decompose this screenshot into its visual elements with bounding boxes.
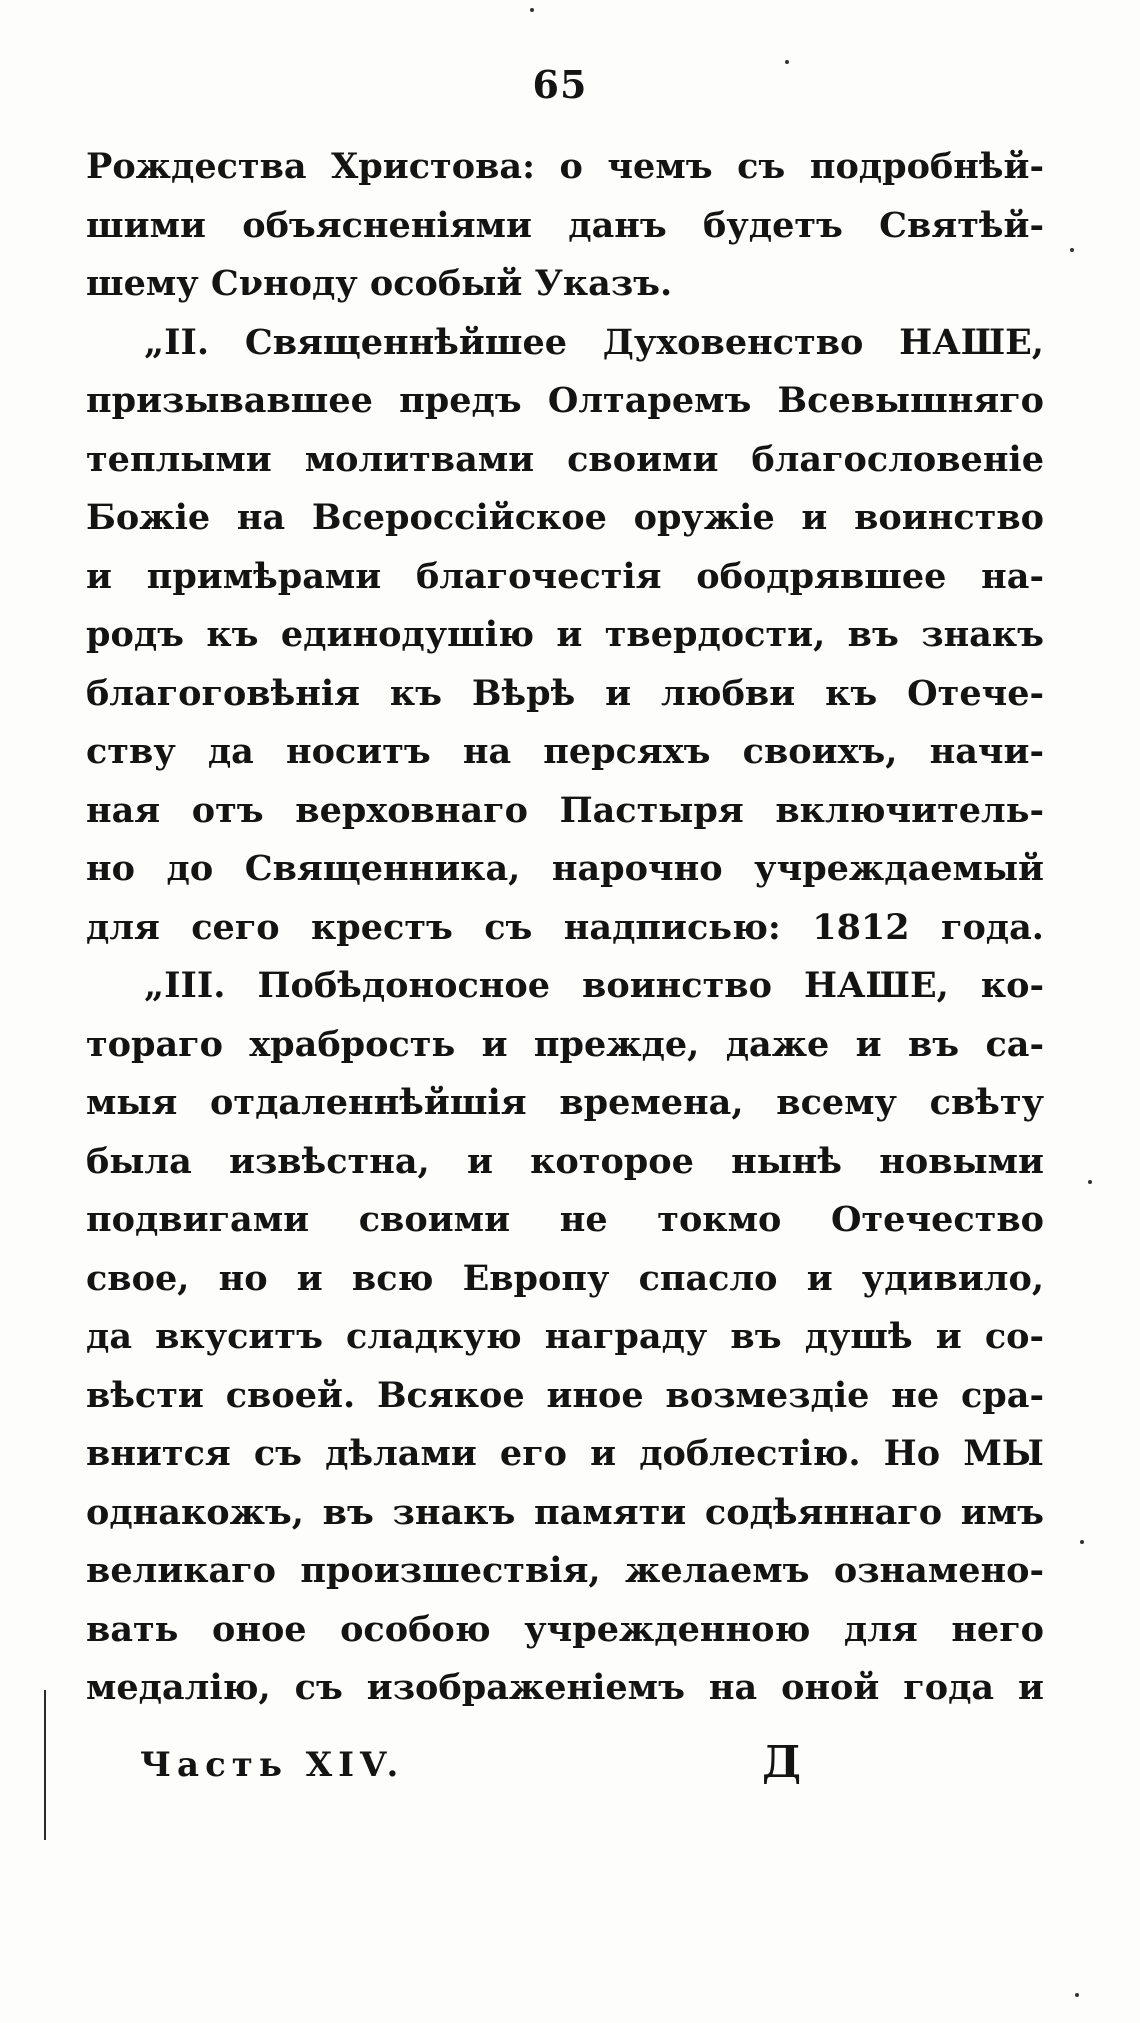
paragraph-start-line: „III. Побѣдоносное воинство НАШЕ, ко- xyxy=(144,965,1044,1006)
signature-mark: Часть XIV. xyxy=(140,1745,405,1785)
text-line: вать оное особою учрежденною для него xyxy=(86,1608,1044,1650)
page-number: 65 xyxy=(532,62,588,107)
text-line: свое, но и всю Европу спасло и удивило, xyxy=(86,1257,1044,1299)
text-line: ству да носитъ на персяхъ своихъ, начи- xyxy=(86,731,1044,772)
paragraph-start-line: „II. Священнѣйшее Духовенство НАШЕ, xyxy=(144,321,1044,363)
text-line: благоговѣнія къ Вѣрѣ и любви къ Отече- xyxy=(86,672,1044,714)
text-line: для сего крестъ съ надписью: 1812 года. xyxy=(86,906,1044,948)
paper-speck xyxy=(785,60,789,64)
paper-speck xyxy=(1070,248,1074,252)
text-line: подвигами своими не токмо Отечество xyxy=(86,1199,1044,1240)
text-line: теплыми молитвами своими благословеніе xyxy=(86,438,1044,480)
text-line: родъ къ единодушію и твердости, въ знакъ xyxy=(86,614,1044,655)
text-line: вѣсти своей. Всякое иное возмездіе не сра- xyxy=(86,1374,1044,1416)
text-line: да вкуситъ сладкую награду въ душѣ и со- xyxy=(86,1316,1044,1357)
text-line: шими объясненіями данъ будетъ Святѣй- xyxy=(86,204,1044,246)
body-text xyxy=(86,138,1044,1718)
text-line: Рождества Христова: о чемъ съ подробнѣй- xyxy=(86,146,1044,187)
gathering-letter: Д xyxy=(762,1737,802,1788)
text-line: была извѣстна, и которое нынѣ новыми xyxy=(86,1140,1044,1182)
text-line: однакожъ, въ знакъ памяти содѣяннаго имъ xyxy=(86,1491,1044,1533)
text-line: Божіе на Всероссійское оружіе и воинство xyxy=(86,497,1044,538)
text-line: медалію, съ изображеніемъ на оной года и xyxy=(86,1667,1044,1708)
page-footer xyxy=(140,1737,1020,1815)
text-line: но до Священника, нарочно учреждаемый xyxy=(86,848,1044,889)
text-line: призывавшее предъ Олтаремъ Всевышняго xyxy=(86,380,1044,421)
text-line: мыя отдаленнѣйшія времена, всему свѣту xyxy=(86,1082,1044,1123)
paper-speck xyxy=(530,8,534,12)
text-line: великаго произшествія, желаемъ ознамено- xyxy=(86,1550,1044,1591)
text-line: внится съ дѣлами его и доблестію. Но МЫ xyxy=(86,1433,1044,1474)
text-line: и примѣрами благочестія ободрявшее на- xyxy=(86,555,1044,597)
paper-speck xyxy=(1075,1993,1079,1997)
text-line: тораго храбрость и прежде, даже и въ са- xyxy=(86,1023,1044,1065)
text-line: шему Сνноду особый Указъ. xyxy=(86,263,673,304)
paper-speck xyxy=(1088,1180,1092,1184)
text-line: ная отъ верховнаго Пастыря включитель- xyxy=(86,789,1044,831)
margin-rule xyxy=(44,1690,46,1840)
paper-speck xyxy=(1080,1540,1084,1544)
